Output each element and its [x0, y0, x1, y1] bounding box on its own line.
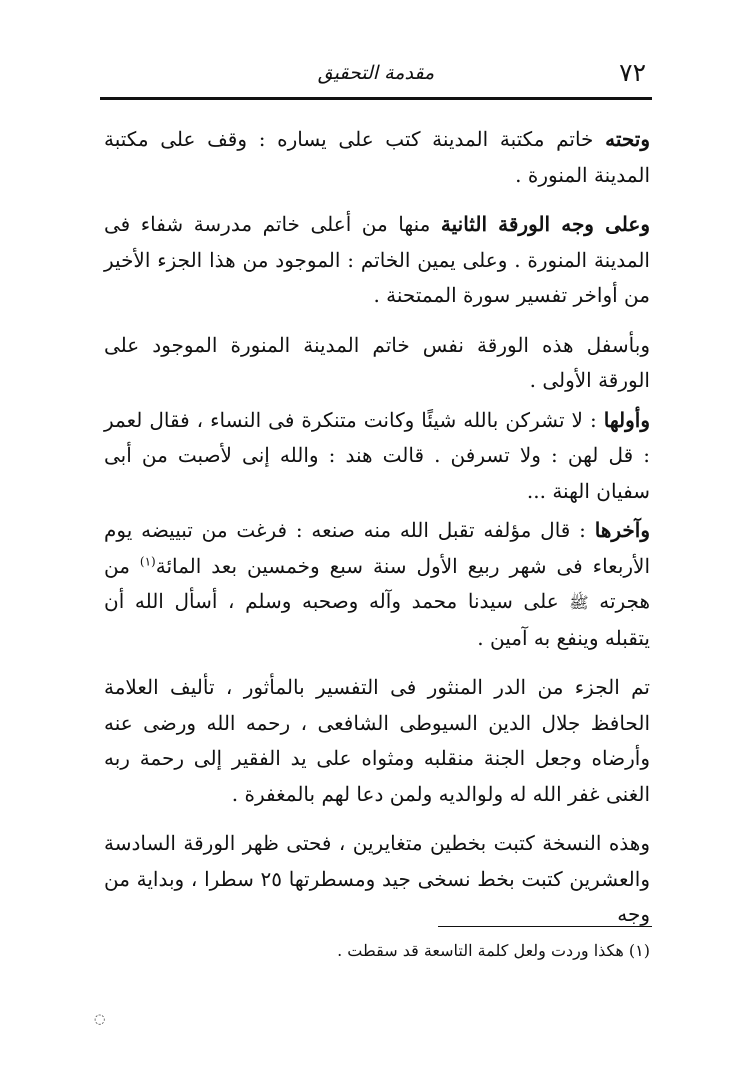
header-rule: [100, 97, 652, 100]
paragraph-text: على سيدنا محمد وآله وصحبه وسلم ، أسأل الله أن يتقبله وينفع به آمين .: [104, 589, 650, 650]
paragraph-text: خاتم مكتبة المدينة كتب على يساره : وقف على مكتبة المدينة المنورة .: [104, 127, 650, 187]
paragraph-text: : قال مؤلفه تقبل الله منه صنعه : فرغت من تبييضه يوم الأربعاء فى شهر ربيع الأول سنة سبع وخمسين بعد المائة: [104, 518, 651, 578]
paragraph: [104, 403, 650, 510]
page-header: [100, 56, 652, 92]
paragraph: [104, 328, 650, 399]
paragraph: [104, 826, 650, 933]
running-title: مقدمة التحقيق: [317, 62, 435, 84]
paragraph: [104, 122, 650, 193]
paragraph-lead: وعلى وجه الورقة الثانية: [440, 212, 650, 236]
paragraph-text: وهذه النسخة كتبت بخطين متغايرين ، فحتى ظهر الورقة السادسة والعشرين كتبت بخط نسخى جيد ومسطرتها ٢٥ سطرا ، وبداية من وجه: [104, 831, 650, 926]
paragraph-text: وبأسفل هذه الورقة نفس خاتم المدينة المنورة الموجود على الورقة الأولى .: [104, 332, 650, 392]
paragraph: [104, 513, 650, 656]
paragraph-lead: وتحته: [605, 127, 650, 151]
paragraph: [104, 207, 650, 314]
paragraph-lead: وآخرها: [594, 518, 650, 542]
paragraph-text: منها من أعلى خاتم مدرسة شفاء فى المدينة المنورة . وعلى يمين الخاتم : الموجود من هذا الجزء الأخير من أواخر تفسير سورة الممتحنة .: [104, 212, 650, 307]
page-number: ٧٢: [619, 58, 646, 87]
paragraph-text: من هجرته: [104, 553, 650, 613]
footnote-marker[interactable]: (١): [139, 553, 156, 568]
paragraph-text: تم الجزء من الدر المنثور فى التفسير بالمأثور ، تأليف العلامة الحافظ جلال الدين السيوطى الشافعى ، رحمه الله ورضى عنه وأرضاه وجعل الجنة منقلبه ومثواه على يد الفقير إلى رحمة ربه الغنى غفر الله له ولوالديه ولمن دعا لهم بالمغفرة .: [104, 675, 650, 806]
footnote-rule: [438, 926, 652, 927]
paragraph: [104, 670, 650, 812]
main-text: [104, 122, 650, 947]
salutation-ligature: ﷺ: [569, 593, 589, 612]
footnote: (١) هكذا وردت ولعل كلمة التاسعة قد سقطت .: [337, 941, 650, 960]
paragraph-lead: وأولها: [603, 407, 650, 432]
corner-mark: ◌: [94, 1012, 106, 1027]
paragraph-text: : لا تشركن بالله شيئًا وكانت متنكرة فى النساء ، فقال لعمر : قل لهن : ولا تسرفن . قالت هند : والله إنى لأصبت من أبى سفيان الهنة ...: [104, 407, 650, 503]
